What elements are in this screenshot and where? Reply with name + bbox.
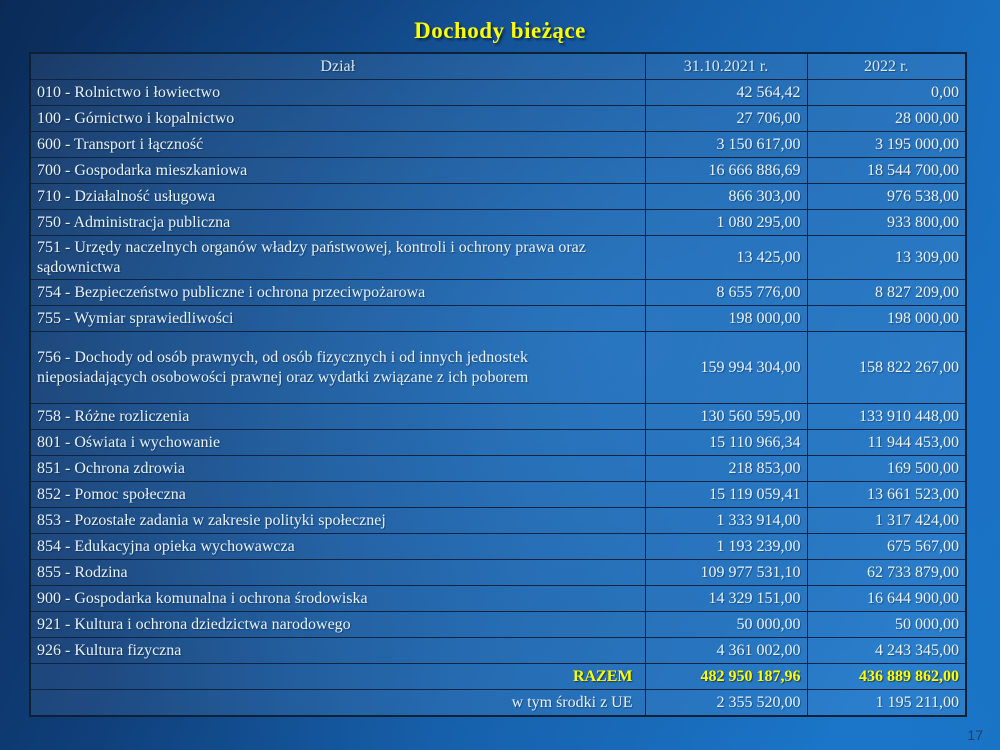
row-label: 851 - Ochrona zdrowia bbox=[30, 456, 645, 482]
row-label: 010 - Rolnictwo i łowiectwo bbox=[30, 80, 645, 106]
value-2021: 8 655 776,00 bbox=[645, 280, 807, 306]
value-2022: 133 910 448,00 bbox=[807, 404, 966, 430]
table-row bbox=[30, 158, 966, 184]
value-2021: 218 853,00 bbox=[645, 456, 807, 482]
value-2021: 1 333 914,00 bbox=[645, 508, 807, 534]
column-header-2022: 2022 r. bbox=[807, 53, 966, 80]
value-2021: 16 666 886,69 bbox=[645, 158, 807, 184]
value-2021: 42 564,42 bbox=[645, 80, 807, 106]
value-2021: 1 080 295,00 bbox=[645, 210, 807, 236]
row-label: 801 - Oświata i wychowanie bbox=[30, 430, 645, 456]
table-row bbox=[30, 638, 966, 664]
value-2022: 28 000,00 bbox=[807, 106, 966, 132]
value-2021: 50 000,00 bbox=[645, 612, 807, 638]
budget-table bbox=[29, 52, 967, 717]
value-2022: 50 000,00 bbox=[807, 612, 966, 638]
table-row bbox=[30, 612, 966, 638]
eu-funds-value-2021: 2 355 520,00 bbox=[645, 690, 807, 717]
value-2022: 4 243 345,00 bbox=[807, 638, 966, 664]
value-2022: 169 500,00 bbox=[807, 456, 966, 482]
value-2021: 27 706,00 bbox=[645, 106, 807, 132]
column-header-2021: 31.10.2021 r. bbox=[645, 53, 807, 80]
table-row bbox=[30, 306, 966, 332]
value-2022: 1 317 424,00 bbox=[807, 508, 966, 534]
value-2021: 109 977 531,10 bbox=[645, 560, 807, 586]
table-row bbox=[30, 236, 966, 280]
value-2022: 198 000,00 bbox=[807, 306, 966, 332]
row-label: 854 - Edukacyjna opieka wychowawcza bbox=[30, 534, 645, 560]
table-row bbox=[30, 332, 966, 404]
table-row bbox=[30, 560, 966, 586]
table-row bbox=[30, 534, 966, 560]
value-2022: 976 538,00 bbox=[807, 184, 966, 210]
value-2022: 18 544 700,00 bbox=[807, 158, 966, 184]
row-label: 751 - Urzędy naczelnych organów władzy państwowej, kontroli i ochrony prawa oraz sądownictwa bbox=[30, 236, 645, 280]
value-2022: 13 309,00 bbox=[807, 236, 966, 280]
row-label: 853 - Pozostałe zadania w zakresie polityki społecznej bbox=[30, 508, 645, 534]
table-row bbox=[30, 482, 966, 508]
value-2021: 15 110 966,34 bbox=[645, 430, 807, 456]
row-label: 754 - Bezpieczeństwo publiczne i ochrona przeciwpożarowa bbox=[30, 280, 645, 306]
table-row bbox=[30, 210, 966, 236]
row-label: 852 - Pomoc społeczna bbox=[30, 482, 645, 508]
value-2021: 14 329 151,00 bbox=[645, 586, 807, 612]
table-row bbox=[30, 184, 966, 210]
value-2022: 675 567,00 bbox=[807, 534, 966, 560]
row-label: 921 - Kultura i ochrona dziedzictwa narodowego bbox=[30, 612, 645, 638]
column-header-dzial: Dział bbox=[30, 53, 645, 80]
row-label: 758 - Różne rozliczenia bbox=[30, 404, 645, 430]
row-label: 926 - Kultura fizyczna bbox=[30, 638, 645, 664]
table-row bbox=[30, 106, 966, 132]
table-row bbox=[30, 586, 966, 612]
value-2022: 3 195 000,00 bbox=[807, 132, 966, 158]
table-row bbox=[30, 280, 966, 306]
value-2021: 866 303,00 bbox=[645, 184, 807, 210]
value-2022: 11 944 453,00 bbox=[807, 430, 966, 456]
table-row bbox=[30, 430, 966, 456]
value-2022: 933 800,00 bbox=[807, 210, 966, 236]
total-value-2022: 436 889 862,00 bbox=[807, 664, 966, 690]
value-2022: 13 661 523,00 bbox=[807, 482, 966, 508]
eu-funds-row bbox=[30, 690, 966, 717]
table-row bbox=[30, 80, 966, 106]
total-value-2021: 482 950 187,96 bbox=[645, 664, 807, 690]
value-2021: 3 150 617,00 bbox=[645, 132, 807, 158]
row-label: 700 - Gospodarka mieszkaniowa bbox=[30, 158, 645, 184]
value-2022: 62 733 879,00 bbox=[807, 560, 966, 586]
row-label: 855 - Rodzina bbox=[30, 560, 645, 586]
value-2021: 159 994 304,00 bbox=[645, 332, 807, 404]
value-2022: 158 822 267,00 bbox=[807, 332, 966, 404]
value-2022: 16 644 900,00 bbox=[807, 586, 966, 612]
row-label: 900 - Gospodarka komunalna i ochrona środowiska bbox=[30, 586, 645, 612]
row-label: 100 - Górnictwo i kopalnictwo bbox=[30, 106, 645, 132]
value-2021: 15 119 059,41 bbox=[645, 482, 807, 508]
row-label: 600 - Transport i łączność bbox=[30, 132, 645, 158]
total-row bbox=[30, 664, 966, 690]
table-row bbox=[30, 132, 966, 158]
value-2021: 198 000,00 bbox=[645, 306, 807, 332]
value-2022: 8 827 209,00 bbox=[807, 280, 966, 306]
value-2021: 13 425,00 bbox=[645, 236, 807, 280]
value-2021: 4 361 002,00 bbox=[645, 638, 807, 664]
row-label: 750 - Administracja publiczna bbox=[30, 210, 645, 236]
eu-funds-label: w tym środki z UE bbox=[30, 690, 645, 717]
value-2021: 130 560 595,00 bbox=[645, 404, 807, 430]
row-label: 710 - Działalność usługowa bbox=[30, 184, 645, 210]
table-row bbox=[30, 456, 966, 482]
value-2022: 0,00 bbox=[807, 80, 966, 106]
table-row bbox=[30, 508, 966, 534]
row-label: 756 - Dochody od osób prawnych, od osób fizycznych i od innych jednostek nieposiadających osobowości prawnej oraz wydatki związane z ich poborem bbox=[30, 332, 645, 404]
total-label: RAZEM bbox=[30, 664, 645, 690]
page-number: 17 bbox=[967, 727, 983, 743]
eu-funds-value-2022: 1 195 211,00 bbox=[807, 690, 966, 717]
table-row bbox=[30, 404, 966, 430]
value-2021: 1 193 239,00 bbox=[645, 534, 807, 560]
slide-title: Dochody bieżące bbox=[414, 18, 586, 43]
row-label: 755 - Wymiar sprawiedliwości bbox=[30, 306, 645, 332]
header-row bbox=[30, 53, 966, 80]
